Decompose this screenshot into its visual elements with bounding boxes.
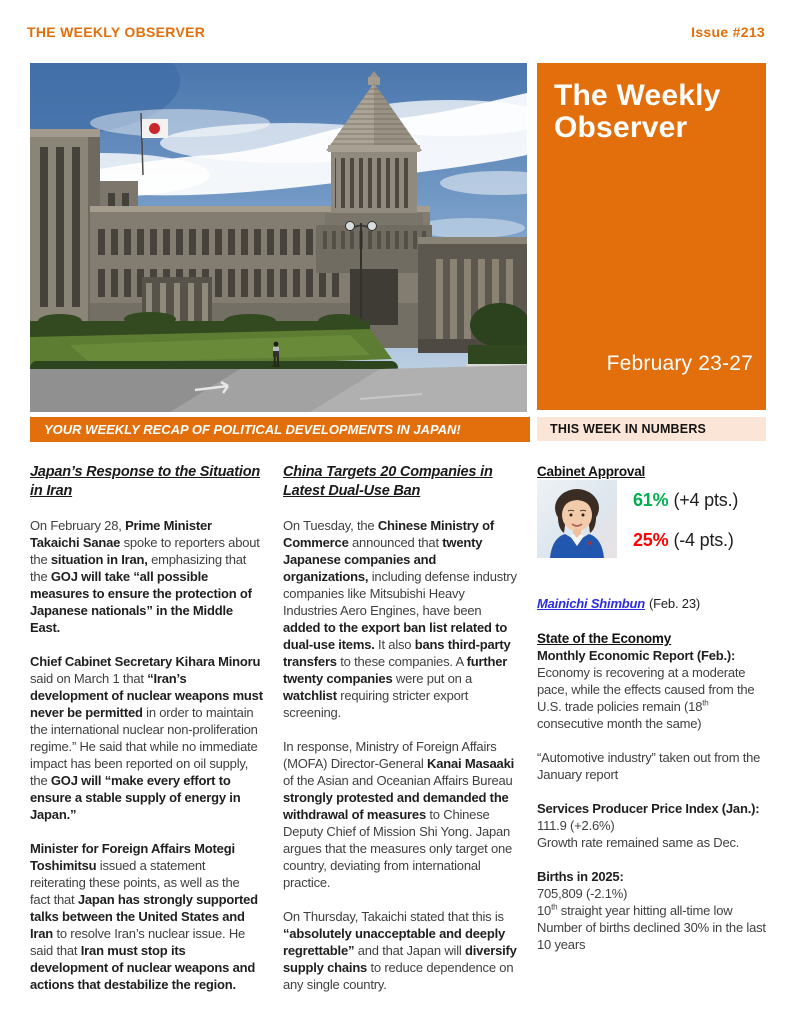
cabinet-approval-block — [537, 480, 766, 571]
article-title-iran: Japan’s Response to the Situation in Iran — [30, 464, 261, 499]
approval-change: (+4 pts.) — [673, 490, 739, 510]
diet-building-photo — [30, 63, 527, 412]
cabinet-approval-heading: Cabinet Approval — [537, 464, 646, 479]
economy-line: Growth rate remained same as Dec. — [537, 835, 740, 850]
poll-source-date: (Feb. 23) — [649, 596, 700, 611]
issue-number: Issue #213 — [691, 24, 765, 40]
article-paragraph: On February 28, Prime Minister Takaichi Sanae spoke to reporters about the situation in Iran, emphasizing that the GOJ will take “all possible measures to ensure the protection of Japanese nationals” in the Middle East. — [30, 518, 260, 635]
economy-line: Monthly Economic Report (Feb.): — [537, 648, 736, 663]
mainichi-shimbun-link[interactable]: Mainichi Shimbun — [537, 596, 646, 611]
tagline-banner — [30, 417, 530, 442]
article-paragraph: On Tuesday, the Chinese Ministry of Commerce announced that twenty Japanese companies and organizations, including defense industry companies like Mitsubishi Heavy Industries Aero Engines, have been added to the export ban list related to dual-use items. It also bans third-party transfers to these companies. A further twenty companies were put on a watchlist requiring stricter export screening. — [283, 518, 517, 720]
economy-line: Number of births declined 30% in the last 10 years — [537, 920, 766, 952]
masthead-title: THE WEEKLY OBSERVER — [27, 24, 206, 40]
article-column-iran — [30, 463, 263, 1010]
economy-line: 111.9 (+2.6%) — [537, 818, 615, 833]
economy-line: “Automotive industry” taken out from the January report — [537, 750, 761, 782]
approval-rating — [633, 491, 738, 509]
disapproval-change: (-4 pts.) — [673, 530, 734, 550]
issue-date-range: February 23-27 — [606, 352, 753, 375]
economy-heading: State of the Economy — [537, 631, 672, 646]
article-column-china — [283, 463, 518, 1010]
approval-ratings — [617, 480, 738, 571]
numbers-section-header — [537, 417, 766, 441]
economy-line: 10th straight year hitting all-time low — [537, 902, 733, 918]
numbers-column — [537, 463, 766, 970]
approval-percent: 61% — [633, 490, 669, 510]
article-paragraph: On Thursday, Takaichi stated that this is “absolutely unacceptable and deeply regrettable” and that Japan will diversify supply chains to reduce dependence on any single country. — [283, 909, 517, 992]
article-paragraph: In response, Ministry of Foreign Affairs (MOFA) Director-General Kanai Masaaki of the Asian and Oceanian Affairs Bureau strongly protested and demanded the withdrawal of measures to Chinese Deputy Chief of Mission Shi Yong. Japan argues that the measures only target one country, deviating from international practice. — [283, 739, 515, 890]
title-box — [537, 63, 766, 410]
masthead — [27, 24, 765, 40]
article-paragraph: Chief Cabinet Secretary Kihara Minoru said on March 1 that “Iran’s development of nuclear weapons must never be permitted in order to maintain the international nuclear non-proliferation regime.” He said that while no immediate impact has been reported on oil supply, the GOJ will “make every effort to ensure a stable supply of energy in Japan.” — [30, 654, 263, 822]
economy-line: Economy is recovering at a moderate pace, while the effects caused from the U.S. trade policies remain (18th consecutive month the same) — [537, 665, 755, 731]
pm-portrait-illustration — [537, 480, 617, 558]
poll-source — [537, 595, 766, 612]
economy-block-automotive — [537, 749, 766, 783]
newsletter-title: The Weekly Observer — [554, 79, 721, 144]
diet-building-illustration — [30, 63, 527, 412]
economy-line: Services Producer Price Index (Jan.): — [537, 801, 760, 816]
economy-block-sppi — [537, 800, 766, 851]
article-title-china: China Targets 20 Companies in Latest Dual-Use Ban — [283, 464, 493, 499]
disapproval-percent: 25% — [633, 530, 669, 550]
economy-block-monthly-report — [537, 647, 766, 732]
economy-block-births — [537, 868, 766, 953]
road — [30, 365, 527, 412]
economy-line: 705,809 (-2.1%) — [537, 886, 628, 901]
article-paragraph: Minister for Foreign Affairs Motegi Toshimitsu issued a statement reiterating these points, as well as the fact that Japan has strongly supported talks between the United States and Iran to resolve Iran’s nuclear issue. He said that Iran must stop its development of nuclear weapons and actions that destabilize the region. — [30, 841, 258, 992]
pm-headshot — [537, 480, 617, 558]
tagline-text: YOUR WEEKLY RECAP OF POLITICAL DEVELOPMENTS IN JAPAN! — [44, 422, 461, 437]
numbers-section-title: THIS WEEK IN NUMBERS — [550, 422, 707, 436]
disapproval-rating — [633, 531, 738, 549]
economy-line: Births in 2025: — [537, 869, 624, 884]
